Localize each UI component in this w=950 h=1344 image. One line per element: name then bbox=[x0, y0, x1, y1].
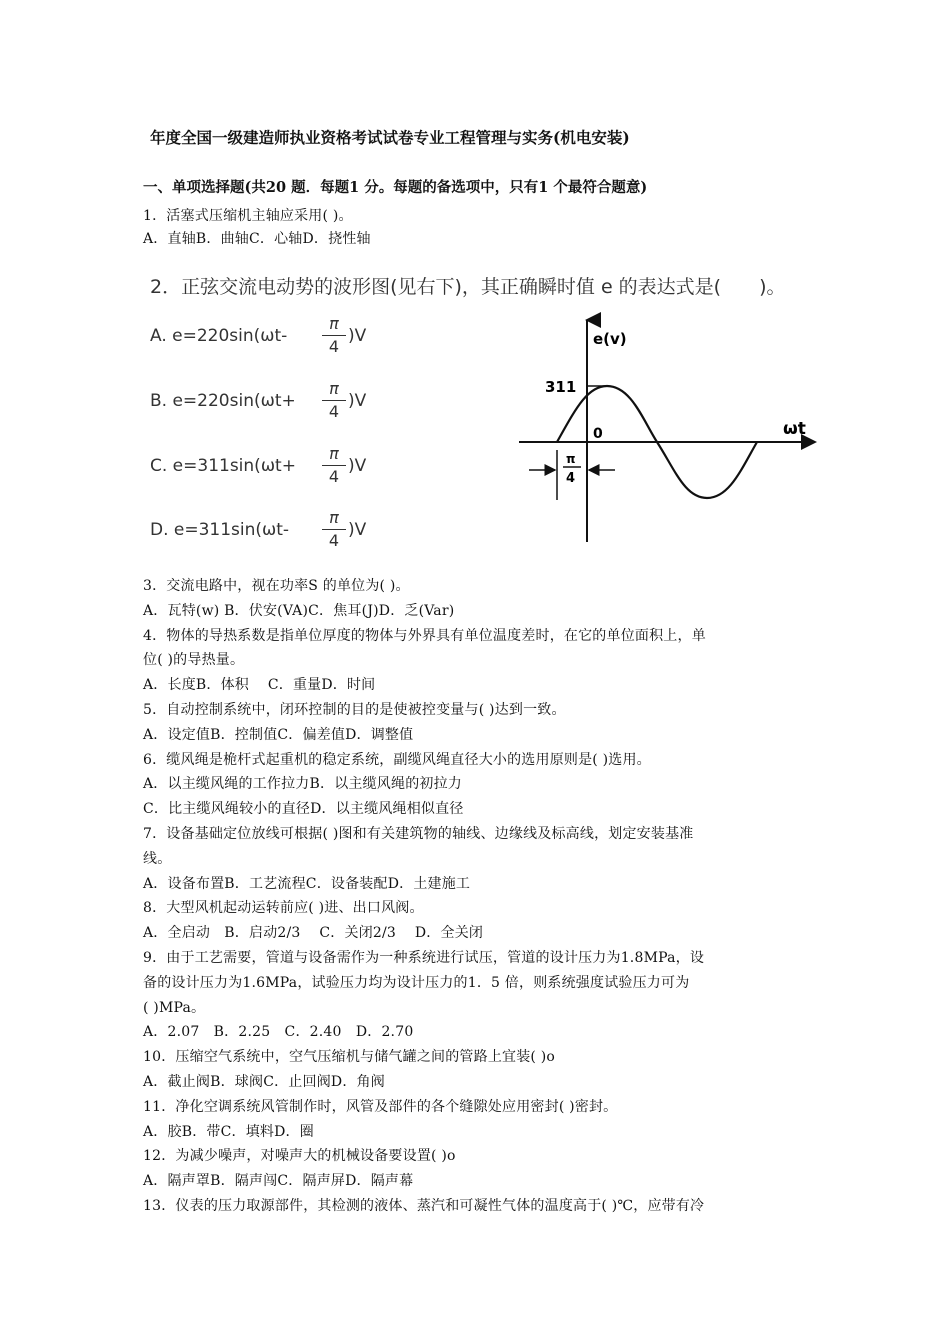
section-heading: 一、单项选择题(共20 题．每题1 分。每题的备选项中，只有1 个最符合题意) bbox=[143, 179, 648, 196]
option-d-num: π bbox=[329, 508, 339, 527]
option-a-tail: )V bbox=[348, 326, 367, 346]
question-2-image bbox=[145, 262, 885, 567]
question-1-stem: 1．活塞式压缩机主轴应采用( )。 bbox=[143, 208, 353, 224]
shift-num: π bbox=[566, 452, 576, 466]
text-line: A．瓦特(w) B．伏安(VA)C．焦耳(J)D．乏(Var) bbox=[143, 602, 455, 619]
option-b-lead: B. e=220sin(ωt+ bbox=[150, 391, 296, 411]
sine-waveform-graph bbox=[515, 310, 855, 560]
option-c-fraction bbox=[322, 444, 346, 487]
text-line: A．长度B．体积 C．重量D．时间 bbox=[143, 677, 376, 694]
option-b-fraction bbox=[322, 379, 346, 422]
shift-den: 4 bbox=[566, 471, 576, 486]
text-line: A．隔声罩B．隔声闯C．隔声屏D．隔声幕 bbox=[143, 1173, 414, 1190]
option-d-lead: D. e=311sin(ωt- bbox=[150, 520, 290, 540]
text-line: 8．大型风机起动运转前应( )进、出口风阀。 bbox=[143, 900, 424, 917]
option-a-fraction bbox=[322, 314, 346, 357]
option-a-den: 4 bbox=[328, 337, 340, 356]
text-line: 备的设计压力为1.6MPa，试验压力均为设计压力的1．5 倍，则系统强度试验压力可为 bbox=[143, 974, 690, 991]
text-line: A．设备布置B．工艺流程C．设备装配D．土建施工 bbox=[143, 875, 471, 892]
question-2-stem: 2．正弦交流电动势的波形图(见右下)，其正确瞬时值 e 的表达式是( )。 bbox=[150, 276, 786, 298]
y-axis-label: e(v) bbox=[593, 330, 627, 348]
question-1-options: A．直轴B．曲轴C．心轴D．挠性轴 bbox=[143, 231, 371, 247]
option-b-tail: )V bbox=[348, 391, 367, 411]
text-line: A．2.07 B．2.25 C．2.40 D．2.70 bbox=[143, 1024, 414, 1041]
text-line: 13．仪表的压力取源部件，其检测的液体、蒸汽和可凝性气体的温度高于( )℃，应带有冷 bbox=[143, 1198, 705, 1214]
text-line: 4．物体的导热系数是指单位厚度的物体与外界具有单位温度差时，在它的单位面积上，单 bbox=[143, 627, 706, 644]
text-line: A．全启动 B．启动2/3 C．关闭2/3 D．全关闭 bbox=[143, 925, 484, 942]
text-line: 10．压缩空气系统中，空气压缩机与储气罐之间的管路上宜装( )o bbox=[143, 1049, 556, 1066]
option-d-fraction bbox=[322, 508, 346, 551]
x-axis-label: ωt bbox=[783, 419, 806, 439]
option-c-num: π bbox=[329, 444, 339, 463]
text-line: 7．设备基础定位放线可根据( )图和有关建筑物的轴线、边缘线及标高线，划定安装基准 bbox=[143, 826, 694, 842]
option-d-den: 4 bbox=[328, 531, 340, 550]
option-d-tail: )V bbox=[348, 520, 367, 540]
option-c-den: 4 bbox=[328, 467, 340, 486]
text-line: A．截止阀B．球阀C．止回阀D．角阀 bbox=[143, 1074, 385, 1090]
text-line: C．比主缆风绳较小的直径D．以主缆风绳相似直径 bbox=[143, 801, 464, 818]
text-line: 9．由于工艺需要，管道与设备需作为一种系统进行试压，管道的设计压力为1.8MPa，设 bbox=[143, 950, 705, 966]
option-c-lead: C. e=311sin(ωt+ bbox=[150, 456, 296, 476]
option-a-lead: A. e=220sin(ωt- bbox=[150, 326, 288, 346]
text-line: 位( )的导热量。 bbox=[143, 652, 245, 669]
option-a-num: π bbox=[329, 314, 339, 333]
text-line: 11．净化空调系统风管制作时，风管及部件的各个缝隙处应用密封( )密封。 bbox=[143, 1098, 618, 1115]
text-line: 12．为减少噪声，对噪声大的机械设备要设置( )o bbox=[143, 1148, 456, 1165]
option-b-den: 4 bbox=[328, 402, 340, 421]
page-title: 年度全国一级建造师执业资格考试试卷专业工程管理与实务(机电安装) bbox=[150, 128, 630, 147]
text-line: ( )MPa。 bbox=[143, 999, 206, 1016]
text-line: A．以主缆风绳的工作拉力B．以主缆风绳的初拉力 bbox=[143, 776, 462, 793]
peak-label: 311 bbox=[545, 378, 577, 396]
text-line: 6．缆风绳是桅杆式起重机的稳定系统，副缆风绳直径大小的选用原则是( )选用。 bbox=[143, 751, 651, 768]
text-line: A．胶B．带C．填料D．圈 bbox=[143, 1123, 314, 1140]
option-b-num: π bbox=[329, 379, 339, 398]
text-line: 线。 bbox=[143, 850, 172, 867]
text-line: A．设定值B．控制值C．偏差值D．调整值 bbox=[143, 726, 414, 743]
origin-label: 0 bbox=[593, 426, 603, 442]
text-line: 5．自动控制系统中，闭环控制的目的是使被控变量与( )达到一致。 bbox=[143, 702, 566, 718]
option-c-tail: )V bbox=[348, 456, 367, 476]
text-line: 3．交流电路中，视在功率S 的单位为( )。 bbox=[143, 578, 410, 594]
